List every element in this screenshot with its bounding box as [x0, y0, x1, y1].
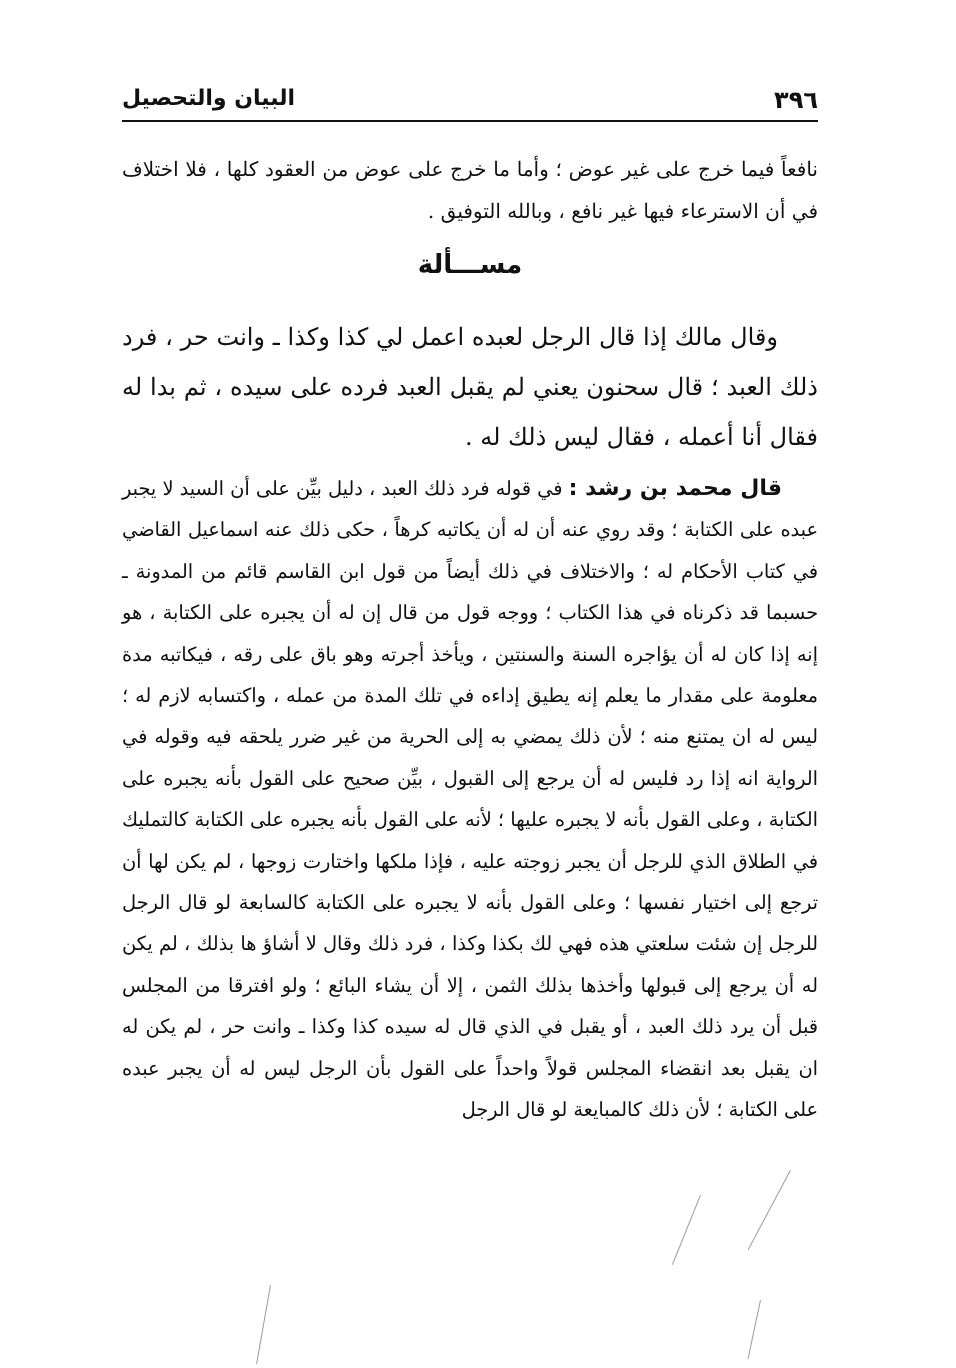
- commentary-paragraph: [122, 468, 818, 1131]
- pencil-stroke: [672, 1195, 701, 1265]
- page-number: ٣٩٦: [774, 86, 818, 114]
- section-heading: مســـألة: [417, 250, 523, 280]
- question-paragraph: [122, 312, 818, 462]
- commentary-author: قال محمد بن رشد :: [568, 476, 782, 501]
- pencil-stroke: [748, 1300, 761, 1359]
- pencil-stroke: [748, 1170, 791, 1250]
- commentary-text: في قوله فرد ذلك العبد ، دليل بيِّن على أن السيد لا يجبر عبده على الكتابة ؛ وقد روي عنه أن له أن يكاتبه كرهاً ، حكى ذلك عنه اسماعيل القاضي في كتاب الأحكام له ؛ والاختلاف في ذلك أيضاً من قول ابن القاسم قائم من المدونة ـ حسبما قد ذكرناه في هذا الكتاب ؛ ووجه قول من قال إن له أن يجبره على الكتابة ، هو إنه إذا كان له أن يؤاجره السنة والسنتين ، ويأخذ أجرته وهو باق على رقه ، فيكاتبه مدة معلومة على مقدار ما يعلم إنه يطيق إداءه في تلك المدة من عمله ، واكتسابه لازم له ؛ ليس له ان يمتنع منه ؛ لأن ذلك يمضي به إلى الحرية من غير ضرر يلحقه فيه وقوله في الرواية انه إذا رد فليس له أن يرجع إلى القبول ، بيِّن صحيح على القول بأنه يجبره على الكتابة ، وعلى القول بأنه لا يجبره عليها ؛ لأنه على القول بأنه يجبره على الكتابة كالتمليك في الطلاق الذي للرجل أن يجبر زوجته عليه ، فإذا ملكها واختارت زوجها ، لم يكن لها أن ترجع إلى اختيار نفسها ؛ وعلى القول بأنه لا يجبره على الكتابة كالسابعة لو قال الرجل للرجل إن شئت سلعتي هذه فهي لك بكذا وكذا ، فرد ذلك وقال لا أشاؤ ها بذلك ، لم يكن له أن يرجع إلى قبولها وأخذها بذلك الثمن ، إلا أن يشاء البائع ؛ ولو افترقا من المجلس قبل أن يرد ذلك العبد ، أو يقبل في الذي قال له سيده كذا وكذا ـ وانت حر ، لم يكن له ان يقبل بعد انقضاء المجلس قولاً واحداً على القول بأن الرجل ليس له أن يجبر عبده على الكتابة ؛ لأن ذلك كالمبايعة لو قال الرجل: [122, 477, 818, 1122]
- intro-paragraph: نافعاً فيما خرج على غير عوض ؛ وأما ما خرج على عوض من العقود كلها ، فلا اختلاف في أن الاسترعاء فيها غير نافع ، وبالله التوفيق .: [122, 157, 818, 223]
- question-text: وقال مالك إذا قال الرجل لعبده اعمل لي كذا وكذا ـ وانت حر ، فرد ذلك العبد ؛ قال سحنون يعني لم يقبل العبد فرده على سيده ، ثم بدا له فقال أنا أعمله ، فقال ليس ذلك له .: [122, 323, 818, 451]
- pencil-stroke: [256, 1285, 271, 1364]
- running-header: [122, 84, 818, 122]
- book-title: البيان والتحصيل: [122, 86, 296, 111]
